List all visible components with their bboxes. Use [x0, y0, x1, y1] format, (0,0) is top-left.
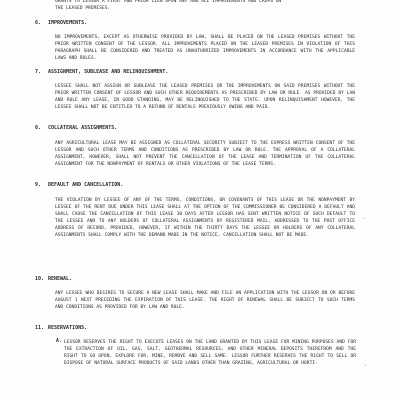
section-9-number: 9.: [35, 182, 42, 188]
section-9-title: DEFAULT AND CANCELLATION.: [48, 182, 124, 188]
top-continuation-text: GRANTS TO LESSOR A FIRST AND PRIOR LIEN UPON ANY AND ALL IMPROVEMENTS AND CROPS ON THE LEASED PREMISES.: [55, 0, 282, 11]
section-8-title: COLLATERAL ASSIGNMENTS.: [48, 125, 118, 131]
section-7-text: LESSEE SHALL NOT ASSIGN OR SUBLEASE THE LEASED PREMISES OR THE IMPROVEMENTS ON SAID PREMISES WITHOUT THE PRIOR WRITTEN CONSENT OF LESSOR AND SUCH OTHER REQUIREMENTS AS PRESCRIBED BY LAW OR RULE. AS PROVIDED BY LAW AND RULE ANY LEASE, IN GOOD STANDING, MAY BE RELINQUISHED TO THE STATE. UPON RELINQUISHMENT HOWEVER, THE LESSEE SHALL NOT BE ENTITLED TO A REFUND OF RENTALS PREVIOUSLY OWING AND PAID.: [55, 84, 355, 110]
section-10-title: RENEWAL.: [48, 276, 73, 282]
scan-speck: ·: [362, 216, 366, 222]
section-8-number: 8.: [35, 125, 42, 131]
section-6-text: NO IMPROVEMENTS, EXCEPT AS OTHERWISE PROVIDED BY LAW, SHALL BE PLACED ON THE LEASED PREMISES WITHOUT THE PRIOR WRITTEN CONSENT OF THE LESSOR. ALL IMPROVEMENTS PLACED ON THE LEASED PREMISES IN VIOLATION OF THIS PARAGRAPH SHALL BE CONSIDERED AND TREATED AS UNAUTHORIZED IMPROVEMENTS IN ACCORDANCE WITH THE APPLICABLE LAWS AND RULES.: [55, 35, 355, 61]
section-11-title: RESERVATIONS.: [48, 325, 88, 331]
subsection-a-letter: A.: [56, 339, 62, 344]
section-9-text: THE VIOLATION BY LESSEE OF ANY OF THE TERMS, CONDITIONS, OR COVENANTS OF THIS LEASE OR THE NONPAYMENT BY LESSEE OF THE RENT DUE UNDER THIS LEASE SHALL AT THE OPTION OF THE COMMISSIONER BE CONSIDERED A DEFAULT AND SHALL CAUSE THE CANCELLATION OF THIS LEASE 30 DAYS AFTER LESSOR HAS SENT WRITTEN NOTICE OF SUCH DEFAULT TO THE LESSEE AND TO ANY HOLDERS OF COLLATERAL ASSIGNMENTS BY REGISTERED MAIL, ADDRESSED TO THE POST OFFICE ADDRESS OF RECORD, PROVIDED, HOWEVER, IF WITHIN THE THIRTY DAYS THE LESSEE OR HOLDERS OF ANY COLLATERAL ASSIGNMENTS SHALL COMPLY WITH THE DEMAND MADE IN THE NOTICE, CANCELLATION SHALL NOT BE MADE.: [55, 198, 355, 238]
scan-speck: ·: [364, 363, 368, 369]
subsection-a-text: LESSOR RESERVES THE RIGHT TO EXECUTE LEASES ON THE LAND GRANTED BY THIS LEASE FOR MINING PURPOSES AND FOR THE EXTRACTION OF OIL, GAS, SALT, GEOTHERMAL RESOURCES, AND OTHER MINERAL DEPOSITS THEREFROM AND THE RIGHT TO GO UPON, EXPLORE FOR, MINE, REMOVE AND SELL SAME. LESSOR FURTHER RESERVES THE RIGHT TO SELL OR DISPOSE OF NATURAL SURFACE PRODUCTS OF SAID LANDS OTHER THAN GRAZING, AGRICULTURAL OR HORTI-: [64, 340, 356, 366]
section-6-number: 6.: [35, 20, 42, 26]
section-10-text: ANY LESSEE WHO DESIRES TO SECURE A NEW LEASE SHALL MAKE AND FILE AN APPLICATION WITH THE LESSOR ON OR BEFORE AUGUST 1 NEXT PRECEDING THE EXPIRATION OF THIS LEASE. THE RIGHT OF RENEWAL SHALL BE SUBJECT TO SUCH TERMS AND CONDITIONS AS PROVIDED FOR BY LAW AND RULE.: [55, 291, 355, 310]
section-10-number: 10.: [35, 276, 45, 282]
section-8-text: ANY AGRICULTURAL LEASE MAY BE ASSIGNED AS COLLATERAL SECURITY SUBJECT TO THE EXPRESS WRITTEN CONSENT OF THE LESSOR AND SUCH OTHER TERMS AND CONDITIONS AS PRESCRIBED BY LAW OR RULE. THE APPROVAL OF A COLLATERAL ASSIGNMENT, HOWEVER, SHALL NOT PREVENT THE CANCELLATION OF THE LEASE AND TERMINATION OF THE COLLATERAL ASSIGNMENT FOR THE NONPAYMENT OF RENTALS OR OTHER VIOLATIONS OF THE LEASE TERMS.: [55, 141, 355, 167]
section-6-title: IMPROVEMENTS.: [48, 20, 88, 26]
section-7-title: ASSIGNMENT, SUBLEASE AND RELINQUISHMENT.: [48, 69, 169, 75]
section-11-number: 11.: [35, 325, 45, 331]
section-7-number: 7.: [35, 69, 42, 75]
